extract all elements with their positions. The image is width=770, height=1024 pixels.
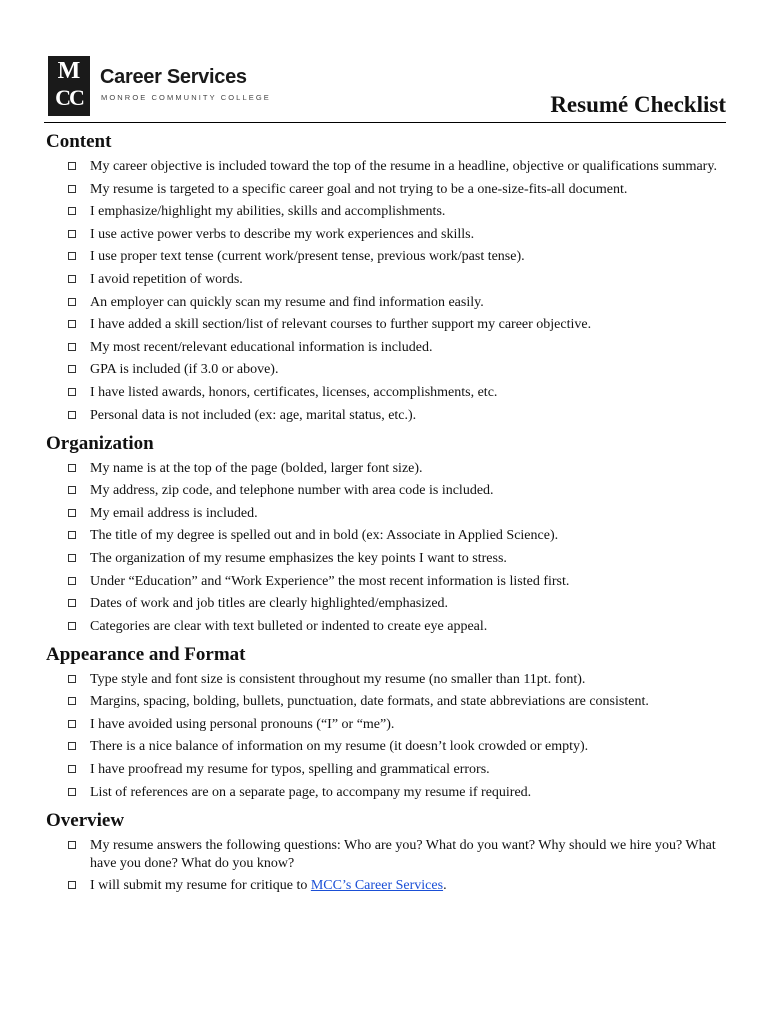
item-text-suffix: . — [443, 878, 447, 894]
checkbox-icon[interactable] — [68, 388, 76, 396]
checkbox-icon[interactable] — [68, 343, 76, 351]
checklist-overview — [46, 837, 736, 896]
logo-m-letter: M — [57, 58, 81, 84]
item-text: I have added a skill section/list of relevant courses to further support my career objective. — [90, 317, 592, 333]
logo-cc-letters: CC — [55, 85, 83, 110]
list-item — [46, 158, 736, 176]
checkbox-icon[interactable] — [68, 486, 76, 494]
list-item — [46, 877, 736, 895]
item-text: An employer can quickly scan my resume and find information easily. — [90, 294, 484, 310]
checkbox-icon[interactable] — [68, 841, 76, 849]
list-item — [46, 384, 736, 402]
item-text: The organization of my resume emphasizes the key points I want to stress. — [90, 550, 507, 566]
checkbox-icon[interactable] — [68, 742, 76, 750]
checkbox-icon[interactable] — [68, 531, 76, 539]
item-text: I use active power verbs to describe my work experiences and skills. — [90, 226, 475, 242]
checkbox-icon[interactable] — [68, 509, 76, 517]
item-text: My address, zip code, and telephone number with area code is included. — [90, 483, 494, 499]
item-text: I have avoided using personal pronouns (“I” or “me”). — [90, 716, 395, 732]
list-item — [46, 550, 736, 568]
checkbox-icon[interactable] — [68, 577, 76, 585]
checkbox-icon[interactable] — [68, 554, 76, 562]
list-item — [46, 294, 736, 312]
list-item — [46, 505, 736, 523]
list-item — [46, 671, 736, 689]
checklist-body — [46, 129, 736, 901]
item-text: My name is at the top of the page (bolded, larger font size). — [90, 460, 423, 476]
checkbox-icon[interactable] — [68, 185, 76, 193]
item-text: I have listed awards, honors, certificates, licenses, accomplishments, etc. — [90, 384, 498, 400]
checklist-appearance — [46, 671, 736, 802]
list-item — [46, 407, 736, 425]
checkbox-icon[interactable] — [68, 230, 76, 238]
list-item — [46, 339, 736, 357]
list-item — [46, 361, 736, 379]
item-text: The title of my degree is spelled out and in bold (ex: Associate in Applied Science). — [90, 528, 559, 544]
item-text: Type style and font size is consistent throughout my resume (no smaller than 11pt. font). — [90, 671, 586, 687]
list-item — [46, 203, 736, 221]
checkbox-icon[interactable] — [68, 881, 76, 889]
list-item — [46, 784, 736, 802]
checkbox-icon[interactable] — [68, 622, 76, 630]
document-title: Resumé Checklist — [550, 92, 726, 117]
item-text: Personal data is not included (ex: age, marital status, etc.). — [90, 407, 417, 423]
checkbox-icon[interactable] — [68, 162, 76, 170]
checkbox-icon[interactable] — [68, 697, 76, 705]
list-item — [46, 316, 736, 334]
list-item — [46, 618, 736, 636]
list-item — [46, 460, 736, 478]
section-heading-appearance: Appearance and Format — [46, 643, 246, 665]
item-text: I emphasize/highlight my abilities, skills and accomplishments. — [90, 204, 446, 220]
item-text-prefix: I will submit my resume for critique to — [90, 878, 311, 894]
career-services-link[interactable]: MCC’s Career Services — [310, 878, 444, 894]
mcc-logo — [48, 56, 90, 116]
item-text: My email address is included. — [90, 505, 258, 521]
item-text: Margins, spacing, bolding, bullets, punctuation, date formats, and state abbreviations are consistent. — [90, 694, 649, 710]
item-text: My most recent/relevant educational information is included. — [90, 339, 433, 355]
list-item — [46, 837, 736, 873]
item-text: List of references are on a separate page, to accompany my resume if required. — [90, 784, 532, 800]
item-text: There is a nice balance of information on my resume (it doesn’t look crowded or empty). — [90, 739, 589, 755]
item-text: GPA is included (if 3.0 or above). — [90, 362, 279, 378]
brand-name: Career Services — [100, 66, 247, 88]
checkbox-icon[interactable] — [68, 720, 76, 728]
checkbox-icon[interactable] — [68, 252, 76, 260]
list-item — [46, 482, 736, 500]
list-item — [46, 761, 736, 779]
list-item — [46, 738, 736, 756]
list-item — [46, 226, 736, 244]
checkbox-icon[interactable] — [68, 320, 76, 328]
list-item — [46, 716, 736, 734]
checkbox-icon[interactable] — [68, 788, 76, 796]
header-rule — [44, 122, 726, 123]
document-header — [0, 0, 770, 125]
item-text: Categories are clear with text bulleted or indented to create eye appeal. — [90, 618, 488, 634]
checklist-content — [46, 158, 736, 425]
item-text: Dates of work and job titles are clearly highlighted/emphasized. — [90, 596, 449, 612]
checkbox-icon[interactable] — [68, 464, 76, 472]
item-text: I have proofread my resume for typos, spelling and grammatical errors. — [90, 762, 490, 778]
checkbox-icon[interactable] — [68, 207, 76, 215]
checkbox-icon[interactable] — [68, 411, 76, 419]
section-heading-organization: Organization — [46, 432, 154, 454]
checkbox-icon[interactable] — [68, 675, 76, 683]
section-heading-overview: Overview — [46, 809, 125, 831]
item-text: My career objective is included toward the top of the resume in a headline, objective or qualifications summary. — [90, 159, 717, 174]
item-text: My resume is targeted to a specific career goal and not trying to be a one-size-fits-all document. — [90, 181, 628, 197]
section-heading-content: Content — [46, 131, 112, 152]
list-item — [46, 573, 736, 591]
brand-subtitle: MONROE COMMUNITY COLLEGE — [101, 93, 271, 102]
list-item — [46, 693, 736, 711]
item-text: Under “Education” and “Work Experience” the most recent information is listed first. — [90, 573, 570, 589]
checkbox-icon[interactable] — [68, 275, 76, 283]
checkbox-icon[interactable] — [68, 298, 76, 306]
list-item — [46, 271, 736, 289]
checkbox-icon[interactable] — [68, 365, 76, 373]
item-text: My resume answers the following questions: Who are you? What do you want? Why should we hire you? What have you done? What do you know? — [90, 837, 716, 871]
list-item — [46, 181, 736, 199]
item-text: I avoid repetition of words. — [90, 271, 243, 287]
checkbox-icon[interactable] — [68, 599, 76, 607]
list-item — [46, 248, 736, 266]
checkbox-icon[interactable] — [68, 765, 76, 773]
checklist-organization — [46, 460, 736, 636]
list-item — [46, 527, 736, 545]
item-text: I use proper text tense (current work/present tense, previous work/past tense). — [90, 249, 525, 265]
list-item — [46, 595, 736, 613]
